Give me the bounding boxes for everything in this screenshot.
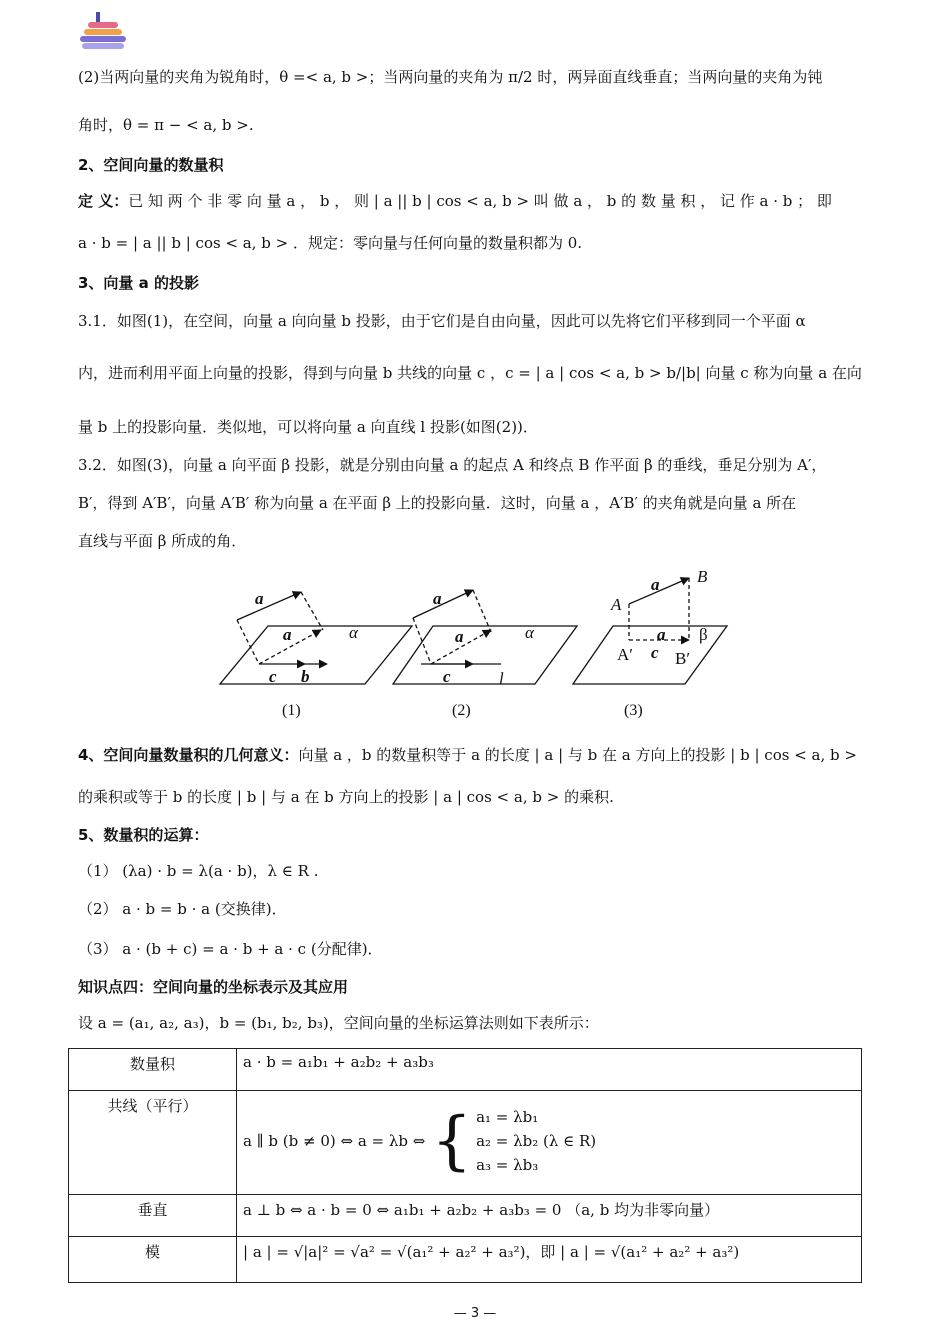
para-geometric-meaning-1: [78, 744, 857, 766]
para-angle-2: 角时，θ = π − < a, b >.: [78, 116, 254, 134]
table-row: [69, 1091, 862, 1195]
fig3-label-beta: β: [699, 625, 708, 644]
para-geometric-meaning-2: 的乘积或等于 b 的长度 | b | 与 a 在 b 方向上的投影 | a | cos < a, b > 的乘积.: [78, 788, 614, 806]
fig3-label-a-plane: a: [657, 625, 666, 644]
rule-3: （3） a · (b + c) = a · b + a · c (分配律)．: [78, 940, 383, 958]
fig3-label-c: c: [651, 643, 659, 662]
definition-label: 定 义：: [78, 192, 129, 210]
coordinate-rules-table: [68, 1048, 862, 1283]
case-line: a₃ = λb₃: [476, 1156, 539, 1174]
fig1-label-c: c: [269, 667, 277, 686]
table-cell-formula: | a | = √|a|² = √a² = √(a₁² + a₂² + a₃²)，即 | a | = √(a₁² + a₂² + a₃²): [237, 1237, 862, 1283]
fig3-label-A: A: [611, 595, 622, 614]
fig2-label-l: l: [499, 669, 504, 688]
fig1-label-a-plane: a: [283, 625, 292, 644]
para-3-1-b: 内，进而利用平面上向量的投影，得到与向量 b 共线的向量 c ，c = | a | cos < a, b > b/|b| 向量 c 称为向量 a 在向: [78, 364, 862, 382]
definition-text: 已 知 两 个 非 零 向 量 a ， b ， 则 | a || b | cos < a, b > 叫 做 a ， b 的 数 量 积 ， 记 作 a · b ； 即: [128, 192, 832, 210]
fig3-label-A-prime: A′: [617, 645, 633, 664]
table-cell-name: 共线（平行）: [69, 1091, 237, 1195]
case-line: a₁ = λb₁: [476, 1108, 539, 1126]
fig1-label-alpha: α: [349, 623, 358, 642]
table-cell-formula: a · b = a₁b₁ + a₂b₂ + a₃b₃: [237, 1049, 862, 1091]
figure-2-caption: (2): [452, 702, 471, 719]
fig3-label-B: B: [697, 567, 708, 586]
heading-coordinates: 知识点四：空间向量的坐标表示及其应用: [78, 978, 349, 996]
table-row: [69, 1195, 862, 1237]
case-line: a₂ = λb₂ (λ ∈ R): [476, 1132, 597, 1150]
fig2-label-a-plane: a: [455, 627, 464, 646]
fig2-label-c: c: [443, 667, 451, 686]
para-coordinates: 设 a = (a₁, a₂, a₃)，b = (b₁, b₂, b₃)，空间向量的坐标运算法则如下表所示：: [78, 1014, 599, 1032]
collinear-formula: a ∥ b (b ≠ 0) ⇔ a = λb ⇔: [243, 1132, 426, 1150]
fig2-label-alpha: α: [525, 623, 534, 642]
page-number: — 3 —: [453, 1306, 497, 1321]
figure-1: [220, 592, 412, 684]
heading-projection: 3、向量 a 的投影: [78, 274, 200, 292]
heading-dot-product: 2、空间向量的数量积: [78, 156, 224, 174]
table-row: [69, 1049, 862, 1091]
brace-icon: {: [431, 1104, 473, 1178]
fig3-label-a-top: a: [651, 575, 660, 594]
table-row: [69, 1237, 862, 1283]
definition-line-2: a · b = | a || b | cos < a, b > ．规定：零向量与任何向量的数量积都为 0.: [78, 234, 583, 252]
fig2-label-a-top: a: [433, 589, 442, 608]
figure-2: [393, 590, 577, 684]
table-cell-formula: a ⊥ b ⇔ a · b = 0 ⇔ a₁b₁ + a₂b₂ + a₃b₃ = 0 （a, b 均为非零向量）: [237, 1195, 862, 1237]
figure-1-caption: (1): [282, 702, 301, 719]
para-3-1-c: 量 b 上的投影向量．类似地，可以将向量 a 向直线 l 投影(如图(2))．: [78, 418, 538, 436]
fig3-label-B-prime: B′: [675, 649, 691, 668]
table-cell-name: 模: [69, 1237, 237, 1283]
figure-3-caption: (3): [624, 702, 643, 719]
table-cell-name: 垂直: [69, 1195, 237, 1237]
para-3-2-c: 直线与平面 β 所成的角．: [78, 532, 247, 550]
geometric-meaning-text: 向量 a ，b 的数量积等于 a 的长度 | a | 与 b 在 a 方向上的投影 | b | cos < a, b >: [298, 746, 857, 764]
fig1-label-b: b: [301, 667, 310, 686]
heading-geometric-meaning: 4、空间向量数量积的几何意义：: [78, 746, 299, 764]
para-3-2-b: B′，得到 A′B′，向量 A′B′ 称为向量 a 在平面 β 上的投影向量．这时，向量 a ，A′B′ 的夹角就是向量 a 所在: [78, 494, 797, 512]
para-angle-1: (2)当两向量的夹角为锐角时，θ =< a, b >；当两向量的夹角为 π/2 时，两异面直线垂直；当两向量的夹角为钝: [78, 68, 823, 86]
fig1-label-a-top: a: [255, 589, 264, 608]
table-cell-formula: [237, 1091, 862, 1195]
para-3-2-a: 3.2．如图(3)，向量 a 向平面 β 投影，就是分别由向量 a 的起点 A 和终点 B 作平面 β 的垂线，垂足分别为 A′，: [78, 456, 827, 474]
para-3-1-a: 3.1．如图(1)，在空间，向量 a 向向量 b 投影，由于它们是自由向量，因此可以先将它们平移到同一个平面 α: [78, 312, 806, 330]
definition-line-1: [78, 190, 832, 212]
heading-operations: 5、数量积的运算：: [78, 826, 209, 844]
logo-icon: [78, 10, 130, 52]
rule-2: （2） a · b = b · a (交换律)．: [78, 900, 287, 918]
rule-1: （1） (λa) · b = λ(a · b)，λ ∈ R .: [78, 862, 319, 880]
table-cell-name: 数量积: [69, 1049, 237, 1091]
